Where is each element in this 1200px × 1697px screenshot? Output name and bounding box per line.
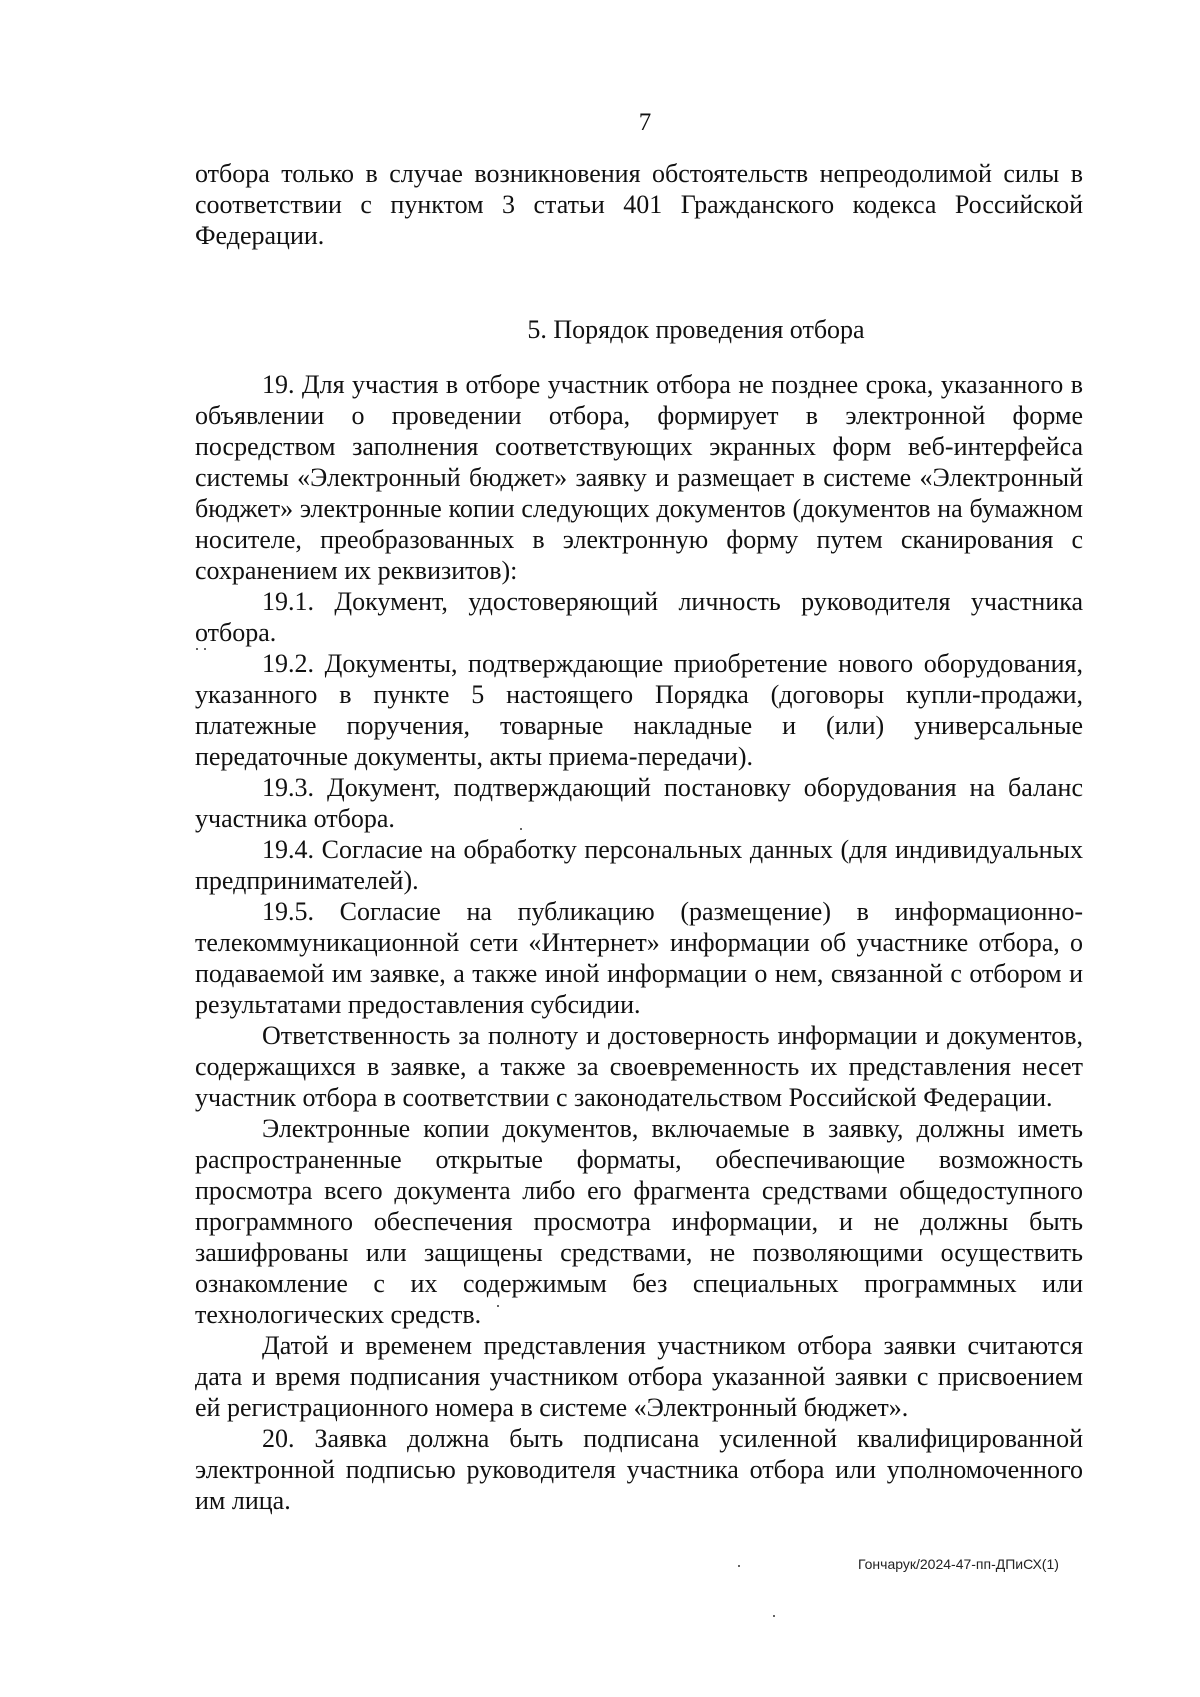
paragraph-submission-date: Датой и временем представления участником отбора заявки считаются дата и время подписания участником отбора указанной заявки с присвоением ей регистрационного номера в системе «Электронный бюджет». — [195, 1331, 1083, 1422]
section-title: 5. Порядок проведения отбора — [527, 315, 865, 344]
continuation-paragraph: отбора только в случае возникновения обстоятельств непреодолимой силы в соответствии с пунктом 3 статьи 401 Гражданского кодекса Российской Федерации. — [195, 159, 1083, 250]
paragraph-19-2: 19.2. Документы, подтверждающие приобретение нового оборудования, указанного в пункте 5 настоящего Порядка (договоры купли-продажи, платежные поручения, товарные накладные и (или) универсальные передаточные документы, акты приема-передачи). — [195, 649, 1083, 771]
scan-speck — [497, 1305, 499, 1307]
paragraph-19-3: 19.3. Документ, подтверждающий постановку оборудования на баланс участника отбора. — [195, 773, 1083, 833]
scan-speck — [738, 1565, 740, 1567]
scan-speck — [204, 648, 206, 650]
paragraph-20: 20. Заявка должна быть подписана усиленной квалифицированной электронной подписью руководителя участника отбора или уполномоченного им лица. — [195, 1424, 1083, 1515]
paragraph-19-1: 19.1. Документ, удостоверяющий личность руководителя участника отбора. — [195, 587, 1083, 647]
paragraph-19-4: 19.4. Согласие на обработку персональных данных (для индивидуальных предпринимателей). — [195, 835, 1083, 895]
scan-speck — [773, 1615, 775, 1617]
paragraph-19: 19. Для участия в отборе участник отбора не позднее срока, указанного в объявлении о проведении отбора, формирует в электронной форме посредством заполнения соответствующих экранных форм веб-интерфейса системы «Электронный бюджет» заявку и размещает в системе «Электронный бюджет» электронные копии следующих документов (документов на бумажном носителе, преобразованных в электронную форму путем сканирования с сохранением их реквизитов): — [195, 370, 1083, 585]
paragraph-electronic-copies: Электронные копии документов, включаемые в заявку, должны иметь распространенные открытые форматы, обеспечивающие возможность просмотра всего документа либо его фрагмента средствами общедоступного программного обеспечения просмотра информации, и не должны быть зашифрованы или защищены средствами, не позволяющими осуществить ознакомление с их содержимым без специальных программных или технологических средств. — [195, 1114, 1083, 1329]
paragraph-19-5: 19.5. Согласие на публикацию (размещение) в информационно-телекоммуникационной сети «Интернет» информации об участнике отбора, о подаваемой им заявке, а также иной информации о нем, связанной с отбором и результатами предоставления субсидии. — [195, 897, 1083, 1019]
document-code: Гончарук/2024-47-пп-ДПиСХ(1) — [858, 1556, 1059, 1572]
scan-speck — [520, 828, 522, 830]
paragraph-responsibility: Ответственность за полноту и достоверность информации и документов, содержащихся в заявке, а также за своевременность их представления несет участник отбора в соответствии с законодательством Российской Федерации. — [195, 1021, 1083, 1112]
page-number: 7 — [638, 109, 652, 136]
document-body — [195, 158, 1083, 1516]
scan-speck — [196, 648, 198, 650]
